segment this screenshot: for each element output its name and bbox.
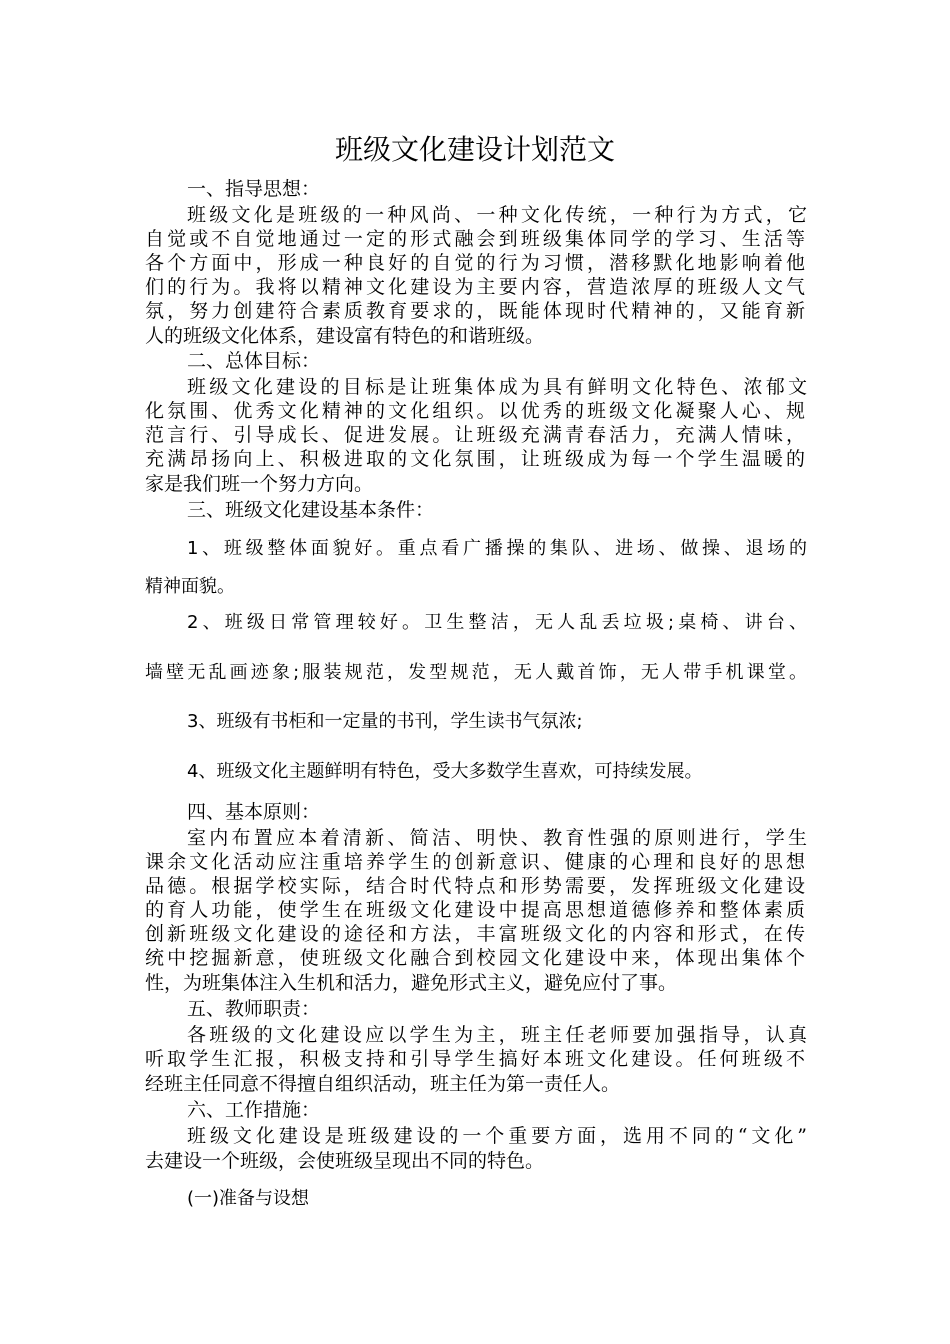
list-item: 4、班级文化主题鲜明有特色，受大多数学生喜欢，可持续发展。 — [187, 761, 703, 782]
paragraph-line: 氛，努力创建符合素质教育要求的，既能体现时代精神的，又能育新 — [145, 300, 805, 322]
section-heading-5: 五、教师职责： — [187, 998, 321, 1020]
paragraph-line: 各个方面中，形成一种良好的自觉的行为习惯，潜移默化地影响着他 — [145, 252, 805, 274]
paragraph-line: 班级文化建设是班级建设的一个重要方面，选用不同的“文化” — [187, 1125, 807, 1147]
paragraph-line: 人的班级文化体系，建设富有特色的和谐班级。 — [145, 325, 545, 347]
paragraph-line: 班级文化建设的目标是让班集体成为具有鲜明文化特色、浓郁文 — [187, 376, 807, 398]
subsection-heading: (一)准备与设想 — [187, 1188, 310, 1209]
list-item: 2、班级日常管理较好。卫生整洁，无人乱丢垃圾;桌椅、讲台、 — [187, 612, 807, 633]
paragraph-line: 经班主任同意不得擅自组织活动，班主任为第一责任人。 — [145, 1073, 621, 1095]
paragraph-line: 品德。根据学校实际，结合时代特点和形势需要，发挥班级文化建设 — [145, 875, 805, 897]
paragraph-line: 班级文化是班级的一种风尚、一种文化传统，一种行为方式，它 — [187, 204, 807, 226]
list-item: 1、班级整体面貌好。重点看广播操的集队、进场、做操、退场的 — [187, 538, 807, 559]
section-heading-1: 一、指导思想： — [187, 178, 321, 200]
document-title: 班级文化建设计划范文 — [334, 133, 615, 166]
paragraph-line: 创新班级文化建设的途径和方法，丰富班级文化的内容和形式，在传 — [145, 923, 805, 945]
paragraph-line: 性，为班集体注入生机和活力，避免形式主义，避免应付了事。 — [145, 972, 678, 994]
list-item: 3、班级有书柜和一定量的书刊，学生读书气氛浓; — [187, 711, 583, 732]
paragraph-line: 的育人功能，使学生在班级文化建设中提高思想道德修养和整体素质 — [145, 899, 805, 921]
paragraph-line: 化氛围、优秀文化精神的文化组织。以优秀的班级文化凝聚人心、规 — [145, 400, 805, 422]
section-heading-2: 二、总体目标： — [187, 350, 321, 372]
paragraph-line: 各班级的文化建设应以学生为主，班主任老师要加强指导，认真 — [187, 1024, 807, 1046]
section-heading-3: 三、班级文化建设基本条件： — [187, 499, 435, 521]
list-item-continuation: 精神面貌。 — [145, 576, 235, 597]
paragraph-line: 自觉或不自觉地通过一定的形式融会到班级集体同学的学习、生活等 — [145, 228, 805, 250]
paragraph-line: 室内布置应本着清新、简洁、明快、教育性强的原则进行，学生 — [187, 827, 807, 849]
list-item-continuation: 墙壁无乱画迹象;服装规范，发型规范，无人戴首饰，无人带手机课堂。 — [145, 662, 807, 683]
section-heading-4: 四、基本原则： — [187, 801, 321, 823]
paragraph-line: 课余文化活动应注重培养学生的创新意识、健康的心理和良好的思想 — [145, 851, 805, 873]
section-heading-6: 六、工作措施： — [187, 1099, 321, 1121]
paragraph-line: 范言行、引导成长、促进发展。让班级充满青春活力，充满人情味， — [145, 424, 805, 446]
paragraph-line: 们的行为。我将以精神文化建设为主要内容，营造浓厚的班级人文气 — [145, 276, 805, 298]
paragraph-line: 充满昂扬向上、积极进取的文化氛围，让班级成为每一个学生温暖的 — [145, 448, 805, 470]
paragraph-line: 去建设一个班级，会使班级呈现出不同的特色。 — [145, 1150, 545, 1172]
paragraph-line: 统中挖掘新意，使班级文化融合到校园文化建设中来，体现出集体个 — [145, 947, 805, 969]
paragraph-line: 听取学生汇报，积极支持和引导学生搞好本班文化建设。任何班级不 — [145, 1048, 805, 1070]
paragraph-line: 家是我们班一个努力方向。 — [145, 473, 374, 495]
